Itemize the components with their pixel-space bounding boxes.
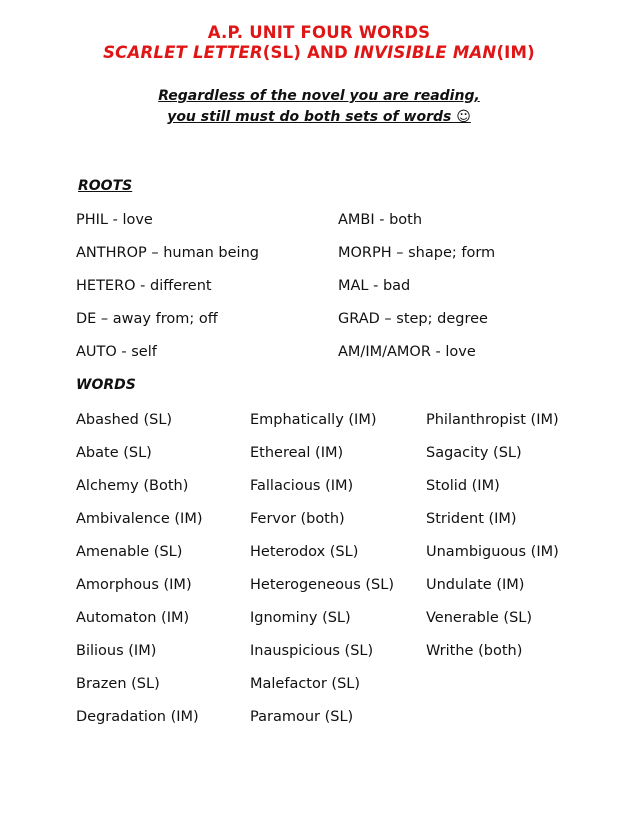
word-item: Alchemy (Both) [76, 478, 189, 494]
root-item: AM/IM/AMOR - love [338, 344, 476, 360]
word-item: Bilious (IM) [76, 643, 157, 659]
root-item: MAL - bad [338, 278, 411, 294]
word-item: Stolid (IM) [426, 478, 500, 494]
word-item: Strident (IM) [426, 511, 517, 527]
word-item: Ignominy (SL) [250, 610, 351, 626]
document-subtitle-novels [0, 43, 638, 62]
word-item: Unambiguous (IM) [426, 544, 559, 560]
word-item: Fallacious (IM) [250, 478, 354, 494]
word-item: Amorphous (IM) [76, 577, 192, 593]
root-item: AUTO - self [76, 344, 157, 360]
novel-scarlet-letter: SCARLET LETTER [103, 43, 263, 62]
instruction-line-2: you still must do both sets of words ☺ [167, 109, 471, 125]
root-item: HETERO - different [76, 278, 212, 294]
word-item: Degradation (IM) [76, 709, 199, 725]
word-item: Automaton (IM) [76, 610, 190, 626]
title-im: (IM) [496, 43, 535, 62]
document-title: A.P. UNIT FOUR WORDS [207, 23, 431, 42]
word-item: Amenable (SL) [76, 544, 183, 560]
root-item: GRAD – step; degree [338, 311, 488, 327]
root-item: ANTHROP – human being [76, 245, 259, 261]
root-item: MORPH – shape; form [338, 245, 496, 261]
word-item: Fervor (both) [250, 511, 345, 527]
word-item: Emphatically (IM) [250, 412, 377, 428]
word-item: Malefactor (SL) [250, 676, 361, 692]
word-item: Heterogeneous (SL) [250, 577, 395, 593]
roots-heading: ROOTS [78, 178, 133, 194]
instruction-line-1: Regardless of the novel you are reading, [158, 88, 480, 104]
word-item: Abate (SL) [76, 445, 152, 461]
root-item: AMBI - both [338, 212, 423, 228]
word-item: Ethereal (IM) [250, 445, 344, 461]
words-heading: WORDS [76, 377, 136, 393]
root-item: PHIL - love [76, 212, 153, 228]
word-item: Heterodox (SL) [250, 544, 359, 560]
title-sl-and: (SL) AND [262, 43, 354, 62]
word-item: Ambivalence (IM) [76, 511, 203, 527]
word-item: Venerable (SL) [426, 610, 533, 626]
word-item: Writhe (both) [426, 643, 523, 659]
word-item: Philanthropist (IM) [426, 412, 559, 428]
root-item: DE – away from; off [76, 311, 218, 327]
word-item: Paramour (SL) [250, 709, 354, 725]
novel-invisible-man: INVISIBLE MAN [353, 43, 497, 62]
word-item: Brazen (SL) [76, 676, 160, 692]
word-item: Undulate (IM) [426, 577, 525, 593]
word-item: Abashed (SL) [76, 412, 173, 428]
word-item: Inauspicious (SL) [250, 643, 374, 659]
word-item: Sagacity (SL) [426, 445, 522, 461]
